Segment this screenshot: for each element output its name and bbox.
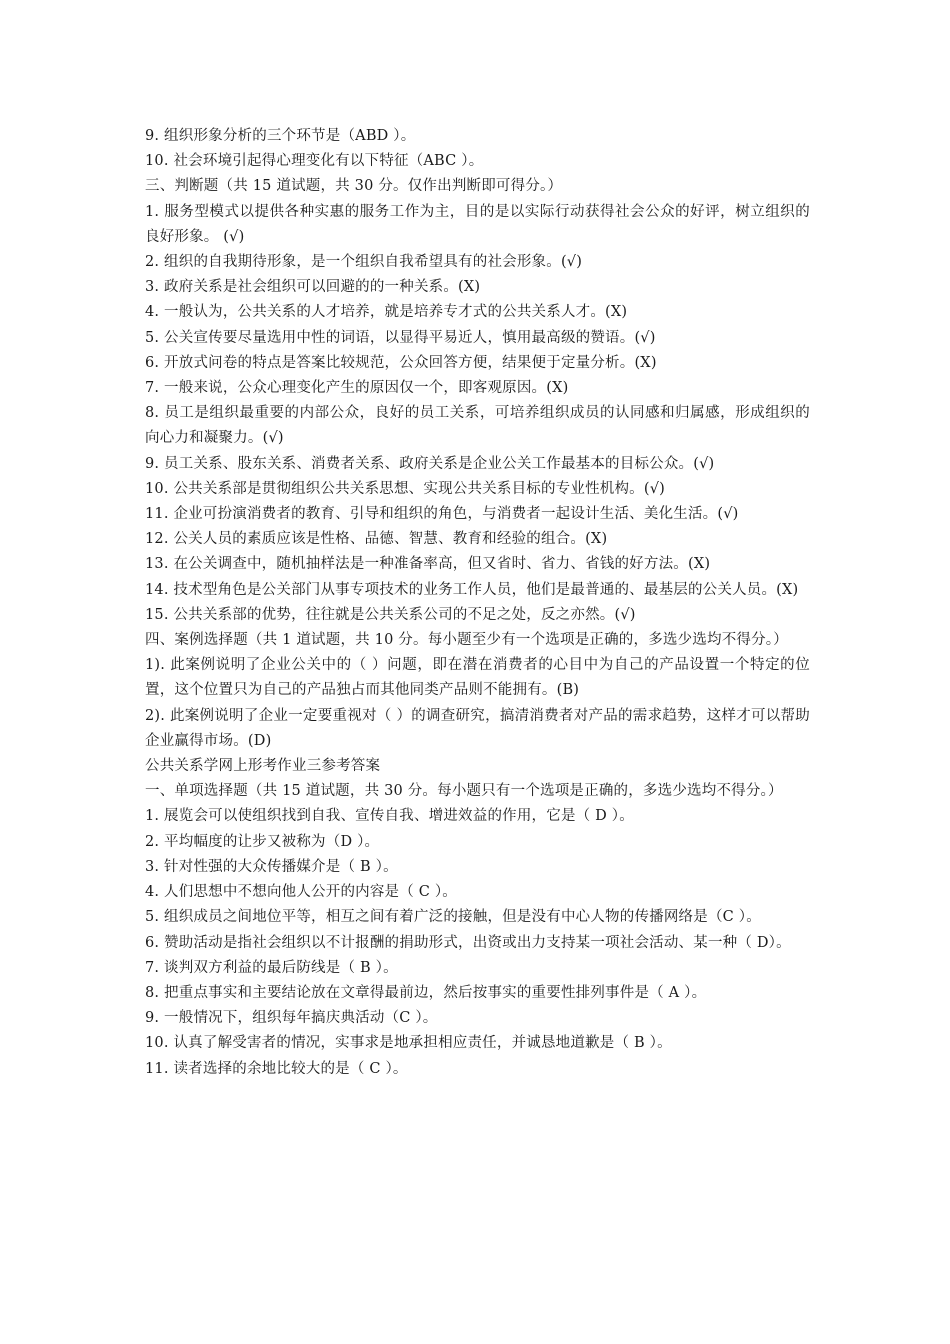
section-heading: 四、案例选择题（共 1 道试题，共 10 分。每小题至少有一个选项是正确的，多选少选均不得分。） <box>145 632 788 649</box>
answer-line: 11. 企业可扮演消费者的教育、引导和组织的角色，与消费者一起设计生活、美化生活。(√) <box>145 506 739 523</box>
answer-line: 9. 组织形象分析的三个环节是（ABD ）。 <box>145 128 416 144</box>
answer-line: 15. 公共关系部的优势，往往就是公共关系公司的不足之处，反之亦然。(√) <box>145 606 636 623</box>
answer-line: 7. 谈判双方利益的最后防线是（ B ）。 <box>145 959 398 976</box>
answer-line: 10. 认真了解受害者的情况，实事求是地承担相应责任，并诚恳地道歉是（ B ）。 <box>145 1035 672 1052</box>
answer-line: 10. 社会环境引起得心理变化有以下特征（ABC ）。 <box>145 153 484 170</box>
answer-line: 2. 平均幅度的让步又被称为（D ）。 <box>145 833 380 850</box>
document-title: 公共关系学网上形考作业三参考答案 <box>145 758 381 775</box>
section-heading: 三、判断题（共 15 道试题，共 30 分。仅作出判断即可得分。） <box>145 178 563 195</box>
answer-line: 4. 一般认为，公共关系的人才培养，就是培养专才式的公共关系人才。(X) <box>145 304 628 321</box>
answer-line: 5. 公关宣传要尽量选用中性的词语，以显得平易近人，慎用最高级的赞语。(√) <box>145 329 656 346</box>
answer-line: 2. 组织的自我期待形象，是一个组织自我希望具有的社会形象。(√) <box>145 254 583 271</box>
answer-line: 13. 在公关调查中，随机抽样法是一种准备率高，但又省时、省力、省钱的好方法。(X) <box>145 556 711 573</box>
answer-line: 14. 技术型角色是公关部门从事专项技术的业务工作人员，他们是最普通的、最基层的公关人员。(X) <box>145 581 799 598</box>
answer-line: 7. 一般来说，公众心理变化产生的原因仅一个，即客观原因。(X) <box>145 380 569 397</box>
answer-line: 6. 赞助活动是指社会组织以不计报酬的捐助形式，出资或出力支持某一项社会活动、某一种（ D）。 <box>145 934 791 951</box>
answer-line: 1. 展览会可以使组织找到自我、宣传自我、增进效益的作用，它是（ D ）。 <box>145 808 634 825</box>
answer-line: 9. 一般情况下，组织每年搞庆典活动（C ）。 <box>145 1010 438 1027</box>
answer-line: 4. 人们思想中不想向他人公开的内容是（ C ）。 <box>145 884 458 901</box>
answer-line: 1). 此案例说明了企业公关中的（ ）问题，即在潜在消费者的心目中为自己的产品设置一个特定的位置，这个位置只为自己的产品独占而其他同类产品则不能拥有。(B) <box>145 657 810 699</box>
answer-line: 8. 员工是组织最重要的内部公众，良好的员工关系，可培养组织成员的认同感和归属感，形成组织的向心力和凝聚力。(√) <box>145 405 810 447</box>
answer-line: 2). 此案例说明了企业一定要重视对（ ）的调查研究，搞清消费者对产品的需求趋势，这样才可以帮助企业赢得市场。(D) <box>145 707 810 749</box>
document-body <box>145 124 810 1082</box>
section-heading: 一、单项选择题（共 15 道试题，共 30 分。每小题只有一个选项是正确的，多选少选均不得分。） <box>145 783 783 800</box>
answer-line: 8. 把重点事实和主要结论放在文章得最前边，然后按事实的重要性排列事件是（ A ）。 <box>145 984 707 1001</box>
answer-line: 9. 员工关系、股东关系、消费者关系、政府关系是企业公关工作最基本的目标公众。(√) <box>145 455 715 472</box>
answer-line: 3. 政府关系是社会组织可以回避的的一种关系。(X) <box>145 279 481 296</box>
answer-line: 1. 服务型模式以提供各种实惠的服务工作为主，目的是以实际行动获得社会公众的好评，树立组织的良好形象。 (√) <box>145 203 810 245</box>
answer-line: 11. 读者选择的余地比较大的是（ C ）。 <box>145 1060 408 1077</box>
answer-line: 6. 开放式问卷的特点是答案比较规范，公众回答方便，结果便于定量分析。(X) <box>145 354 657 371</box>
answer-line: 10. 公共关系部是贯彻组织公共关系思想、实现公共关系目标的专业性机构。(√) <box>145 480 666 497</box>
answer-line: 12. 公关人员的素质应该是性格、品德、智慧、教育和经验的组合。(X) <box>145 531 608 548</box>
answer-line: 3. 针对性强的大众传播媒介是（ B ）。 <box>145 858 398 875</box>
answer-line: 5. 组织成员之间地位平等，相互之间有着广泛的接触，但是没有中心人物的传播网络是（C ）。 <box>145 909 761 926</box>
